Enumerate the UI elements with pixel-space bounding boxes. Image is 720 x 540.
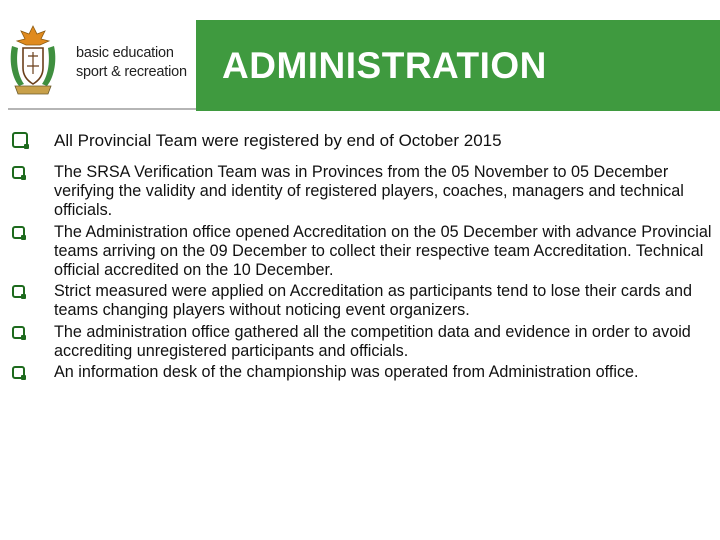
bullet-item: [12, 363, 712, 382]
bullet-item: [12, 282, 712, 320]
checkbox-bullet-icon: [12, 132, 28, 148]
bullet-list: [12, 130, 712, 384]
coat-of-arms-icon: [6, 24, 60, 98]
checkbox-bullet-icon: [12, 326, 25, 339]
department-line-2: sport & recreation: [76, 64, 187, 80]
bullet-item: [12, 223, 712, 281]
bullet-item: [12, 163, 712, 221]
logo-area: [0, 0, 196, 110]
title-bar: [196, 20, 720, 111]
bullet-text: The administration office gathered all the competition data and evidence in order to avoid accrediting unregistered participants and officials.: [54, 322, 691, 360]
checkbox-bullet-icon: [12, 226, 25, 239]
bullet-item: [12, 130, 712, 151]
checkbox-bullet-icon: [12, 366, 25, 379]
department-line-1: basic education: [76, 45, 174, 61]
bullet-text: The Administration office opened Accreditation on the 05 December with advance Provincial teams arriving on the 09 December to collect their respective team Accreditation. Technical official accredited on the 10 December.: [54, 222, 712, 280]
slide-title: ADMINISTRATION: [222, 45, 547, 86]
checkbox-bullet-icon: [12, 285, 25, 298]
checkbox-bullet-icon: [12, 166, 25, 179]
bullet-text: Strict measured were applied on Accreditation as participants tend to lose their cards and teams changing players without noticing event organizers.: [54, 282, 692, 320]
bullet-text: An information desk of the championship was operated from Administration office.: [54, 363, 639, 382]
bullet-text: The SRSA Verification Team was in Provinces from the 05 November to 05 December verifying the validity and identity of registered players, coaches, managers and technical officials.: [54, 163, 684, 220]
bullet-item: [12, 323, 712, 361]
header-divider: [8, 108, 198, 110]
slide-header: [0, 0, 720, 112]
bullet-text: All Provincial Team were registered by end of October 2015: [54, 131, 502, 150]
department-name: [76, 44, 187, 82]
